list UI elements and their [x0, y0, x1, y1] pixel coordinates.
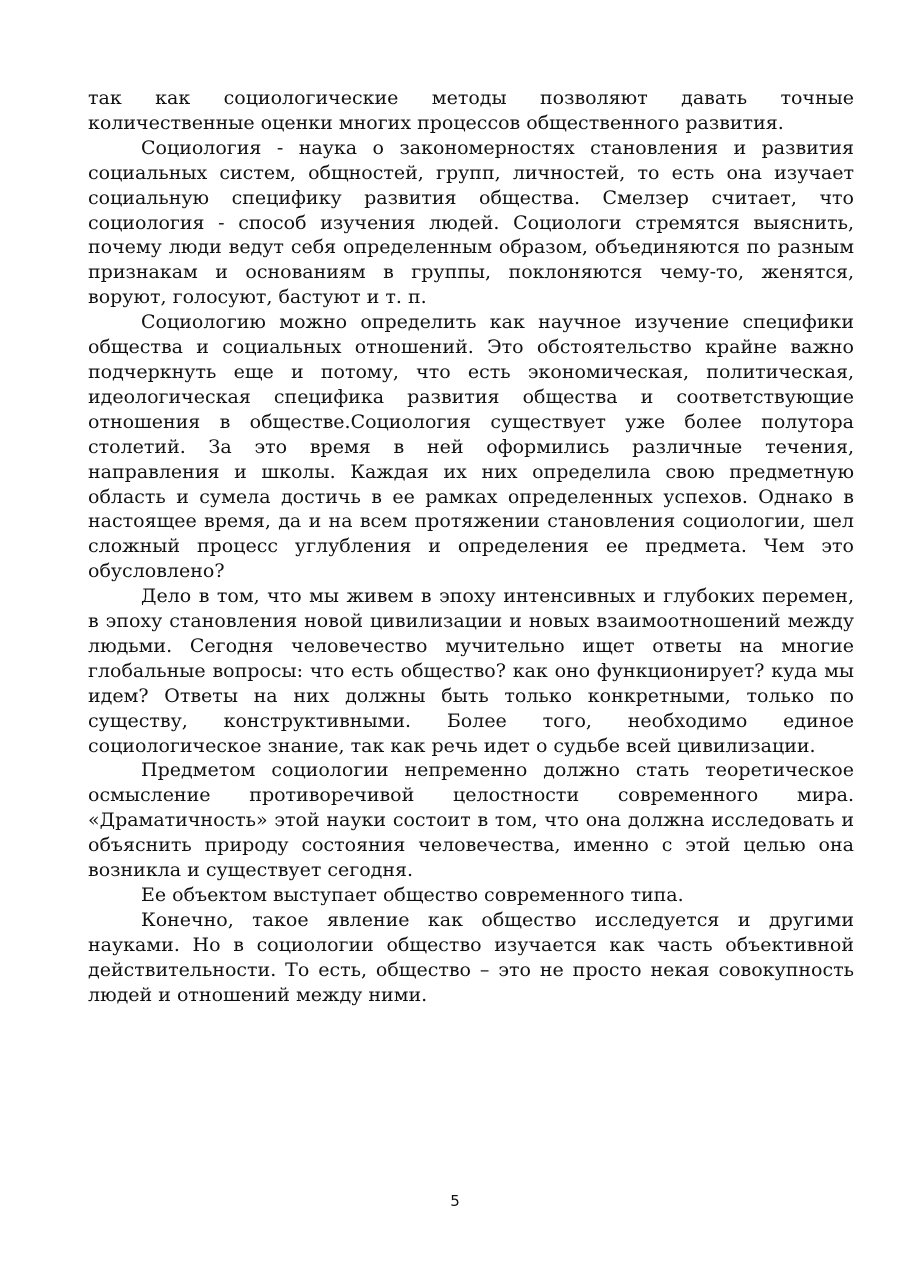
document-body	[88, 86, 854, 1008]
paragraph-era-of-change: Дело в том, что мы живем в эпоху интенсивных и глубоких перемен, в эпоху становления новой цивилизации и новых взаимоотношений между людьми. Сегодня человечество мучительно ищет ответы на многие глобальные вопросы: что есть общество? как оно функционирует? куда мы идем? Ответы на них должны быть только конкретными, только по существу, конструктивными. Более того, необходимо единое социологическое знание, так как речь идет о судьбе всей цивилизации.	[88, 585, 854, 757]
paragraph-continuation: так как социологические методы позволяют давать точные количественные оценки многих процессов общественного развития.	[88, 87, 854, 134]
paragraph-subject-of-sociology: Предметом социологии непременно должно стать теоретическое осмысление противоречивой целостности современного мира. «Драматичность» этой науки состоит в том, что она должна исследовать и объяснить природу состояния человечества, именно с этой целью она возникла и существует сегодня.	[88, 759, 854, 882]
paragraph-sociology-definition: Социология - наука о закономерностях становления и развития социальных систем, общностей, групп, личностей, то есть она изучает социальную специфику развития общества. Смелзер считает, что социология - способ изучения людей. Социологи стремятся выяснить, почему люди ведут себя определенным образом, объединяются по разным признакам и основаниям в группы, поклоняются чему-то, женятся, воруют, голосуют, бастуют и т. п.	[88, 136, 854, 309]
page-number: 5	[450, 1192, 460, 1210]
paragraph-society-study: Конечно, такое явление как общество исследуется и другими науками. Но в социологии общество изучается как часть объективной действительности. То есть, общество – это не просто некая совокупность людей и отношений между ними.	[88, 908, 854, 1006]
paragraph-object: Ее объектом выступает общество современного типа.	[141, 884, 684, 906]
paragraph-scientific-study: Социологию можно определить как научное изучение специфики общества и социальных отношений. Это обстоятельство крайне важно подчеркнуть еще и потому, что есть экономическая, политическая, идеологическая специфика развития общества и соответствующие отношения в обществе.Социология существует уже более полутора столетий. За это время в ней оформились различные течения, направления и школы. Каждая их них определила свою предметную область и сумела достичь в ее рамках определенных успехов. Однако в настоящее время, да и на всем протяжении становления социологии, шел сложный процесс углубления и определения ее предмета. Чем это обусловлено?	[88, 311, 854, 583]
